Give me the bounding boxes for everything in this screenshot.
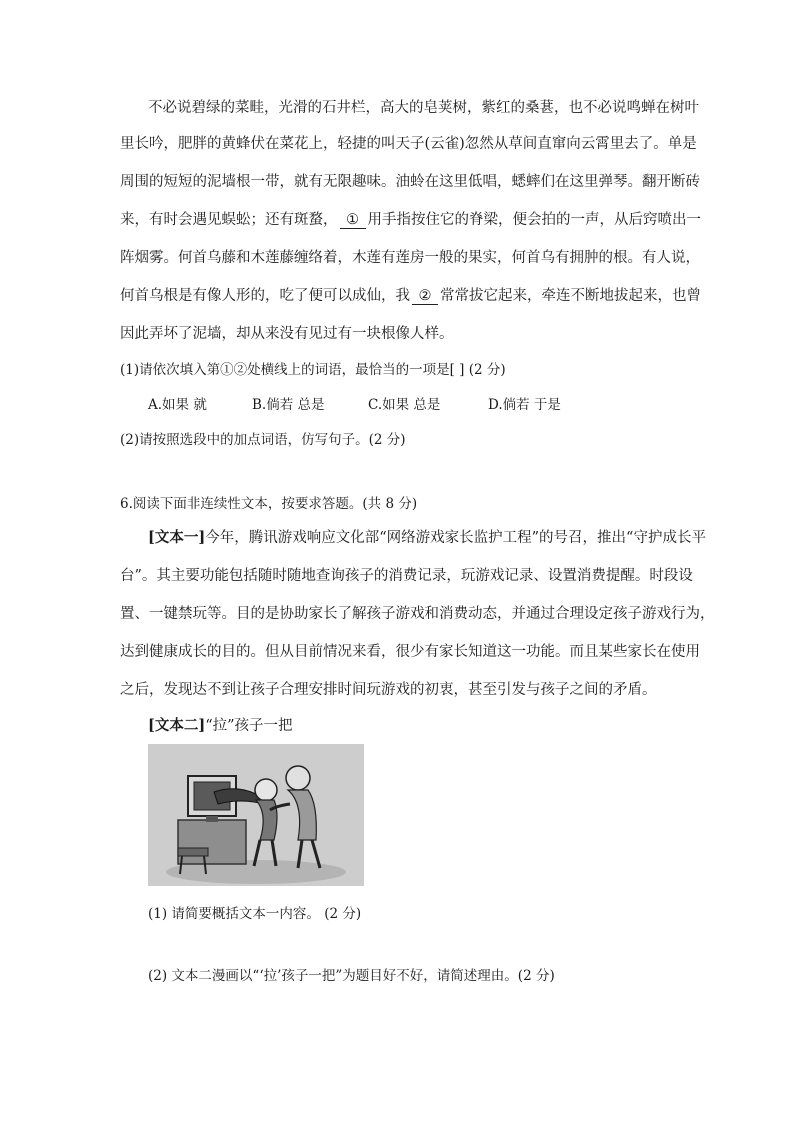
passage-line-4-start: 来，有时会遇见蜈蚣；还有斑蝥， <box>120 212 338 228</box>
text1-line-5: 之后，发现达不到让孩子合理安排时间玩游戏的初衷，甚至引发与孩子之间的矛盾。 <box>120 682 657 698</box>
cartoon-image <box>148 744 364 886</box>
option-d[interactable]: D.倘若 于是 <box>488 397 561 413</box>
passage-line-5: 阵烟雾。何首乌藤和木莲藤缠络着，木莲有莲房一般的果实，何首乌有拥肿的根。有人说， <box>120 250 700 266</box>
text2-heading <box>148 716 293 736</box>
blank-2[interactable]: ② <box>412 288 438 305</box>
text1-first-line: 今年，腾讯游戏响应文化部“网络游戏家长监护工程”的号召，推出“守护成长平 <box>205 530 706 546</box>
passage-line-4 <box>120 210 701 230</box>
passage-line-7: 因此弄坏了泥墙，却从来没有见过有一块根像人样。 <box>120 326 454 342</box>
passage-line-2: 里长吟，肥胖的黄蜂伏在菜花上，轻捷的叫天子(云雀)忽然从草间直窜向云霄里去了。单是 <box>120 136 697 152</box>
option-a[interactable]: A.如果 就 <box>148 397 207 413</box>
cartoon-illustration <box>148 744 364 886</box>
passage-line-6 <box>120 286 701 306</box>
passage-line-3: 周围的短短的泥墙根一带，就有无限趣味。油蛉在这里低唱，蟋蟀们在这里弹琴。翻开断砖 <box>120 174 700 190</box>
text2-title: “拉”孩子一把 <box>205 718 293 734</box>
text2-label: [文本二] <box>148 717 206 734</box>
question-1: (1)请依次填入第①②处横线上的词语，最恰当的一项是[ ] (2 分) <box>120 362 506 378</box>
question-6-sub-1: (1) 请简要概括文本一内容。 (2 分) <box>148 906 362 922</box>
option-b[interactable]: B.倘若 总是 <box>252 397 325 413</box>
text1-line-3: 置、一键禁玩等。目的是协助家长了解孩子游戏和消费动态，并通过合理设定孩子游戏行为， <box>120 606 715 622</box>
question-2: (2)请按照选段中的加点词语，仿写句子。(2 分) <box>120 432 406 448</box>
option-c[interactable]: C.如果 总是 <box>368 397 441 413</box>
passage-line-6-end: 常常拔它起来，牵连不断地拔起来，也曾 <box>440 288 701 304</box>
text1-line-1 <box>148 528 706 548</box>
passage-line-1: 不必说碧绿的菜畦，光滑的石井栏，高大的皂荚树，紫红的桑葚，也不必说鸣蝉在树叶 <box>148 100 699 116</box>
question-1-options <box>148 395 561 415</box>
blank-1[interactable]: ① <box>340 212 366 229</box>
passage-line-4-end: 用手指按住它的脊梁，便会拍的一声，从后窍喷出一 <box>367 212 701 228</box>
text1-line-4: 达到健康成长的目的。但从目前情况来看，很少有家长知道这一功能。而且某些家长在使用 <box>120 644 700 660</box>
text1-line-2: 台”。其主要功能包括随时随地查询孩子的消费记录，玩游戏记录、设置消费提醒。时段设 <box>120 568 693 584</box>
question-6-heading: 6.阅读下面非连续性文本，按要求答题。(共 8 分) <box>120 496 418 512</box>
text1-label: [文本一] <box>148 529 206 546</box>
question-6-sub-2: (2) 文本二漫画以“‘拉’孩子一把”为题目好不好，请简述理由。(2 分) <box>148 968 555 984</box>
passage-line-6-start: 何首乌根是有像人形的，吃了便可以成仙，我 <box>120 288 410 304</box>
